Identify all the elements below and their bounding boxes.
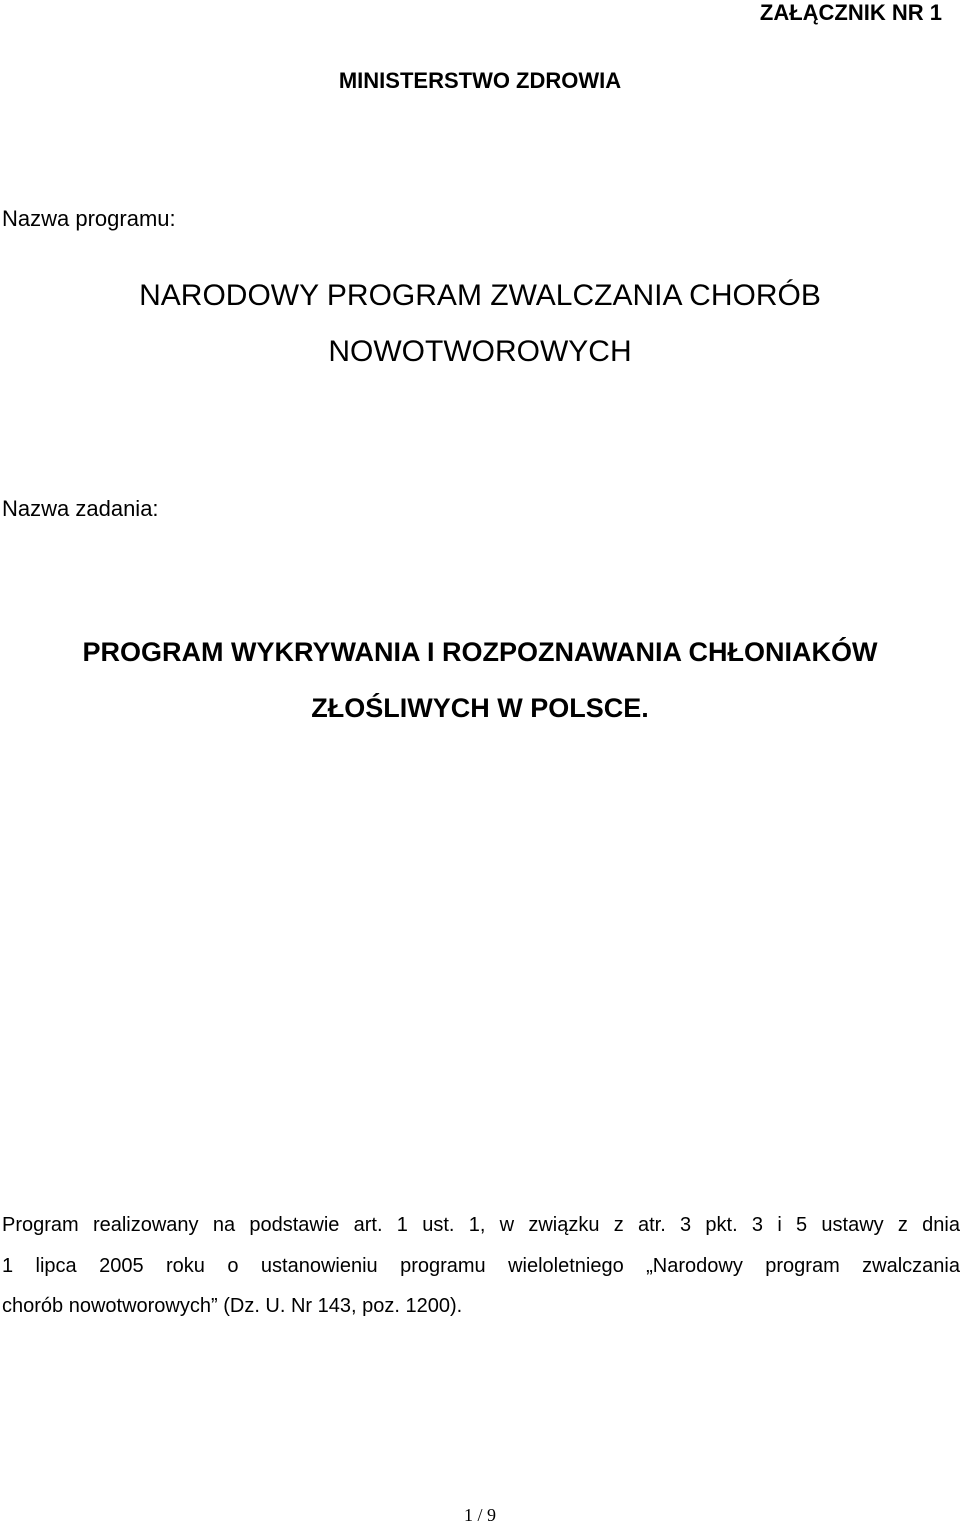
task-title-line-1: PROGRAM WYKRYWANIA I ROZPOZNAWANIA CHŁONIAKÓW <box>82 637 878 667</box>
program-title-line-1: NARODOWY PROGRAM ZWALCZANIA CHORÓB <box>139 279 821 312</box>
legal-basis-line-2: 1 lipca 2005 roku o ustanowieniu programu wieloletniego „Narodowy program zwalczania <box>2 1255 960 1277</box>
annex-label: ZAŁĄCZNIK NR 1 <box>759 0 942 25</box>
ministry-name: MINISTERSTWO ZDROWIA <box>338 68 622 93</box>
program-name-label: Nazwa programu: <box>2 206 176 231</box>
page-number: 1 / 9 <box>463 1505 496 1525</box>
program-title-line-2: NOWOTWOROWYCH <box>328 335 632 368</box>
legal-basis-line-1: Program realizowany na podstawie art. 1 ust. 1, w związku z atr. 3 pkt. 3 i 5 ustawy z dnia <box>2 1214 960 1236</box>
task-name-label: Nazwa zadania: <box>2 496 159 521</box>
task-title-line-2: ZŁOŚLIWYCH W POLSCE. <box>311 693 649 723</box>
legal-basis-line-3: chorób nowotworowych” (Dz. U. Nr 143, poz. 1200). <box>2 1295 463 1317</box>
